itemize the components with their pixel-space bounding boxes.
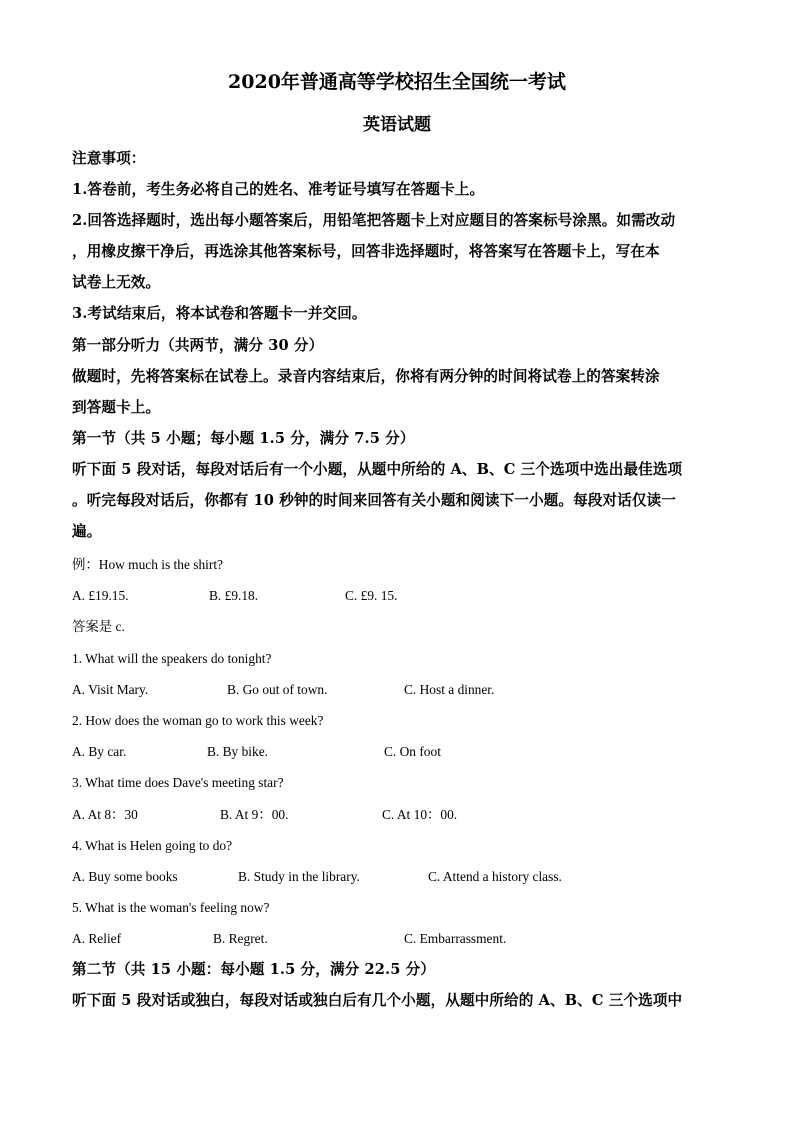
example-option-a: A. £19.15. <box>72 588 129 603</box>
section1-instructions-line-1: 听下面 5 段对话，每段对话后有一个小题，从题中所给的 A、B、C 三个选项中选出最佳选项 <box>72 461 683 478</box>
question-5: 5. What is the woman's feeling now? <box>72 900 270 915</box>
exam-title: 2020年普通高等学校招生全国统一考试 <box>228 71 566 93</box>
question-5-option-a: A. Relief <box>72 931 122 946</box>
question-2-option-b: B. By bike. <box>207 744 269 759</box>
question-2-option-a: A. By car. <box>72 744 127 759</box>
example-option-b: B. £9.18. <box>209 588 259 603</box>
question-5-option-c: C. Embarrassment. <box>404 931 507 946</box>
exam-subtitle: 英语试题 <box>363 115 431 135</box>
section1-instructions-line-3: 遍。 <box>72 523 102 540</box>
question-4-option-a: A. Buy some books <box>72 869 178 884</box>
section1-heading: 第一节（共 5 小题；每小题 1.5 分，满分 7.5 分） <box>72 430 415 447</box>
question-2: 2. How does the woman go to work this week? <box>72 713 324 728</box>
question-5-option-b: B. Regret. <box>213 931 268 946</box>
notice-item-2-line-2: ，用橡皮擦干净后，再选涂其他答案标号，回答非选择题时，将答案写在答题卡上，写在本 <box>72 243 660 260</box>
section2-instructions-line-1: 听下面 5 段对话或独白，每段对话或独白后有几个小题，从题中所给的 A、B、C 三个选项中 <box>72 992 683 1009</box>
notice-item-2-line-1: 2.回答选择题时，选出每小题答案后，用铅笔把答题卡上对应题目的答案标号涂黑。如需改动 <box>72 212 676 229</box>
section1-instructions-line-2: 。听完每段对话后，你都有 10 秒钟的时间来回答有关小题和阅读下一小题。每段对话仅读一 <box>72 492 676 509</box>
part1-intro-line-2: 到答题卡上。 <box>72 399 161 416</box>
question-1-option-a: A. Visit Mary. <box>72 682 149 697</box>
question-1-option-c: C. Host a dinner. <box>404 682 495 697</box>
notice-item-1: 1.答卷前，考生务必将自己的姓名、准考证号填写在答题卡上。 <box>72 181 485 198</box>
notice-item-2-line-3: 试卷上无效。 <box>72 274 161 291</box>
example-question: 例：How much is the shirt? <box>72 557 223 572</box>
question-3-option-a: A. At 8：30 <box>72 807 138 822</box>
question-3-option-c: C. At 10：00. <box>382 807 458 822</box>
question-3: 3. What time does Dave's meeting star? <box>72 775 284 790</box>
section2-heading: 第二节（共 15 小题：每小题 1.5 分，满分 22.5 分） <box>72 961 436 978</box>
example-option-c: C. £9. 15. <box>345 588 398 603</box>
question-4-option-b: B. Study in the library. <box>238 869 360 884</box>
question-4: 4. What is Helen going to do? <box>72 838 233 853</box>
part1-heading: 第一部分听力（共两节，满分 30 分） <box>72 337 324 354</box>
part1-intro-line-1: 做题时，先将答案标在试卷上。录音内容结束后，你将有两分钟的时间将试卷上的答案转涂 <box>72 368 660 385</box>
notice-heading: 注意事项： <box>72 150 146 167</box>
example-answer: 答案是 c. <box>72 619 125 634</box>
question-1-option-b: B. Go out of town. <box>227 682 328 697</box>
question-2-option-c: C. On foot <box>384 744 441 759</box>
question-3-option-b: B. At 9：00. <box>220 807 289 822</box>
question-4-option-c: C. Attend a history class. <box>428 869 562 884</box>
question-1: 1. What will the speakers do tonight? <box>72 651 272 666</box>
notice-item-3: 3.考试结束后，将本试卷和答题卡一并交回。 <box>72 305 367 322</box>
